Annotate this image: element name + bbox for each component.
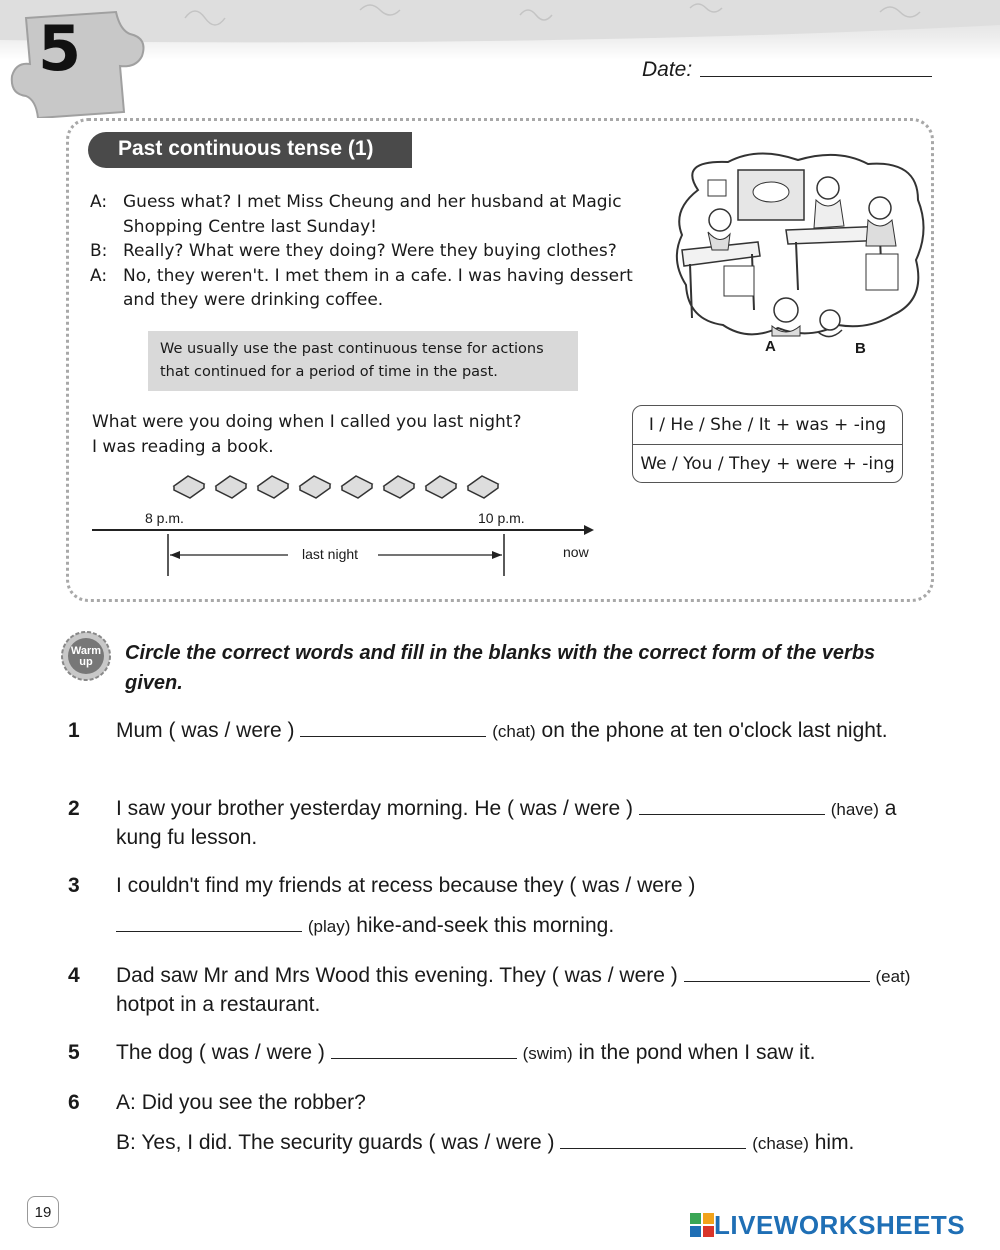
speaker-label: A: — [90, 265, 108, 286]
timeline-diagram — [88, 470, 608, 585]
answer-blank[interactable] — [300, 719, 486, 737]
speaker-b-label: B: — [116, 1131, 136, 1154]
answer-blank[interactable] — [684, 964, 870, 982]
dialogue — [90, 190, 650, 313]
liveworksheets-brand: LIVEWORKSHEETS — [714, 1209, 966, 1240]
question-number: 2 — [68, 797, 80, 820]
verb-hint: (chat) — [492, 722, 536, 741]
question-text-before: I couldn't find my friends at recess because they ( was / were ) — [116, 874, 696, 897]
page-number: 19 — [27, 1196, 59, 1228]
question-text-before: I saw your brother yesterday morning. He ( was / were ) — [116, 797, 634, 820]
dialogue-text: No, they weren't. I met them in a cafe. I was having dessert and they were drinking coffee. — [123, 265, 633, 310]
verb-hint: (eat) — [875, 967, 911, 986]
picture-label-a: A — [765, 338, 776, 355]
question-text-after: hike-and-seek this morning. — [356, 914, 615, 937]
formula-table — [632, 405, 903, 483]
instructions: Circle the correct words and fill in the blanks with the correct form of the verbs given. — [125, 642, 876, 694]
question-text-after: hotpot in a restaurant. — [116, 993, 321, 1016]
warm-up-badge-icon — [60, 630, 112, 682]
question-text — [116, 717, 946, 746]
question-text-before: The dog ( was / were ) — [116, 1041, 325, 1064]
question-text-before: Yes, I did. The security guards ( was / were ) — [141, 1131, 555, 1154]
question-number: 5 — [68, 1041, 80, 1064]
question-text — [116, 1083, 946, 1164]
question-text-before: Mum ( was / were ) — [116, 719, 295, 742]
verb-hint: (chase) — [752, 1134, 809, 1153]
timeline-span-label: last night — [302, 546, 359, 562]
dialogue-line — [90, 190, 650, 239]
verb-hint: (play) — [307, 917, 351, 936]
question-text-after: on the phone at ten o'clock last night. — [541, 719, 888, 742]
warm-up-badge-text: up — [79, 656, 93, 668]
warm-up-badge-text: Warm — [70, 645, 102, 657]
header-curve — [0, 0, 1000, 120]
question-text-before: Dad saw Mr and Mrs Wood this evening. They ( was / were ) — [116, 964, 678, 987]
speaker-a-label: A: — [116, 1091, 136, 1114]
question-text-after: him. — [814, 1131, 855, 1154]
question-text — [116, 962, 946, 1019]
example-answer: I was reading a book. — [92, 436, 274, 457]
question-text-after: a kung fu lesson. — [116, 797, 897, 849]
rule-box: We usually use the past continuous tense for actions that continued for a period of time in the past. — [148, 331, 578, 391]
question-text-after: in the pond when I saw it. — [578, 1041, 816, 1064]
question-number: 1 — [68, 719, 80, 742]
cafe-scene-illustration — [668, 150, 928, 362]
timeline-end-label: 10 p.m. — [478, 510, 525, 526]
picture-label-b: B — [855, 340, 866, 357]
example-sentences — [92, 410, 522, 459]
book-icons — [174, 476, 498, 498]
question-number: 4 — [68, 964, 80, 987]
question-text — [116, 795, 946, 852]
dialogue-text: Really? What were they doing? Were they buying clothes? — [123, 241, 617, 261]
formula-row-singular: I / He / She / It + was + -ing — [648, 415, 887, 435]
question-text — [116, 1039, 946, 1068]
section-title: Past continuous tense (1) — [118, 137, 374, 160]
date-field[interactable] — [700, 76, 932, 77]
dialogue-line — [90, 264, 650, 313]
question-number: 3 — [68, 874, 80, 897]
question-number: 6 — [68, 1091, 80, 1114]
dialogue-line — [90, 239, 650, 264]
unit-number: 5 — [38, 12, 82, 85]
formula-row-plural: We / You / They + were + -ing — [633, 444, 902, 482]
question-text — [116, 866, 946, 947]
speaker-label: A: — [90, 192, 108, 212]
example-question: What were you doing when I called you last night? — [92, 412, 522, 432]
dialogue-text: Guess what? I met Miss Cheung and her husband at Magic Shopping Centre last Sunday! — [123, 192, 622, 237]
liveworksheets-logo[interactable] — [690, 1210, 990, 1240]
timeline-start-label: 8 p.m. — [145, 510, 184, 526]
answer-blank[interactable] — [560, 1131, 746, 1149]
speaker-label: B: — [90, 241, 108, 261]
date-label: Date: — [642, 58, 693, 81]
verb-hint: (swim) — [522, 1044, 573, 1063]
answer-blank[interactable] — [639, 797, 825, 815]
answer-blank[interactable] — [331, 1041, 517, 1059]
speaker-a-text: Did you see the robber? — [141, 1091, 366, 1114]
liveworksheets-logo-icon — [690, 1213, 714, 1237]
verb-hint: (have) — [830, 800, 879, 819]
answer-blank[interactable] — [116, 914, 302, 932]
timeline-now-label: now — [563, 544, 589, 560]
